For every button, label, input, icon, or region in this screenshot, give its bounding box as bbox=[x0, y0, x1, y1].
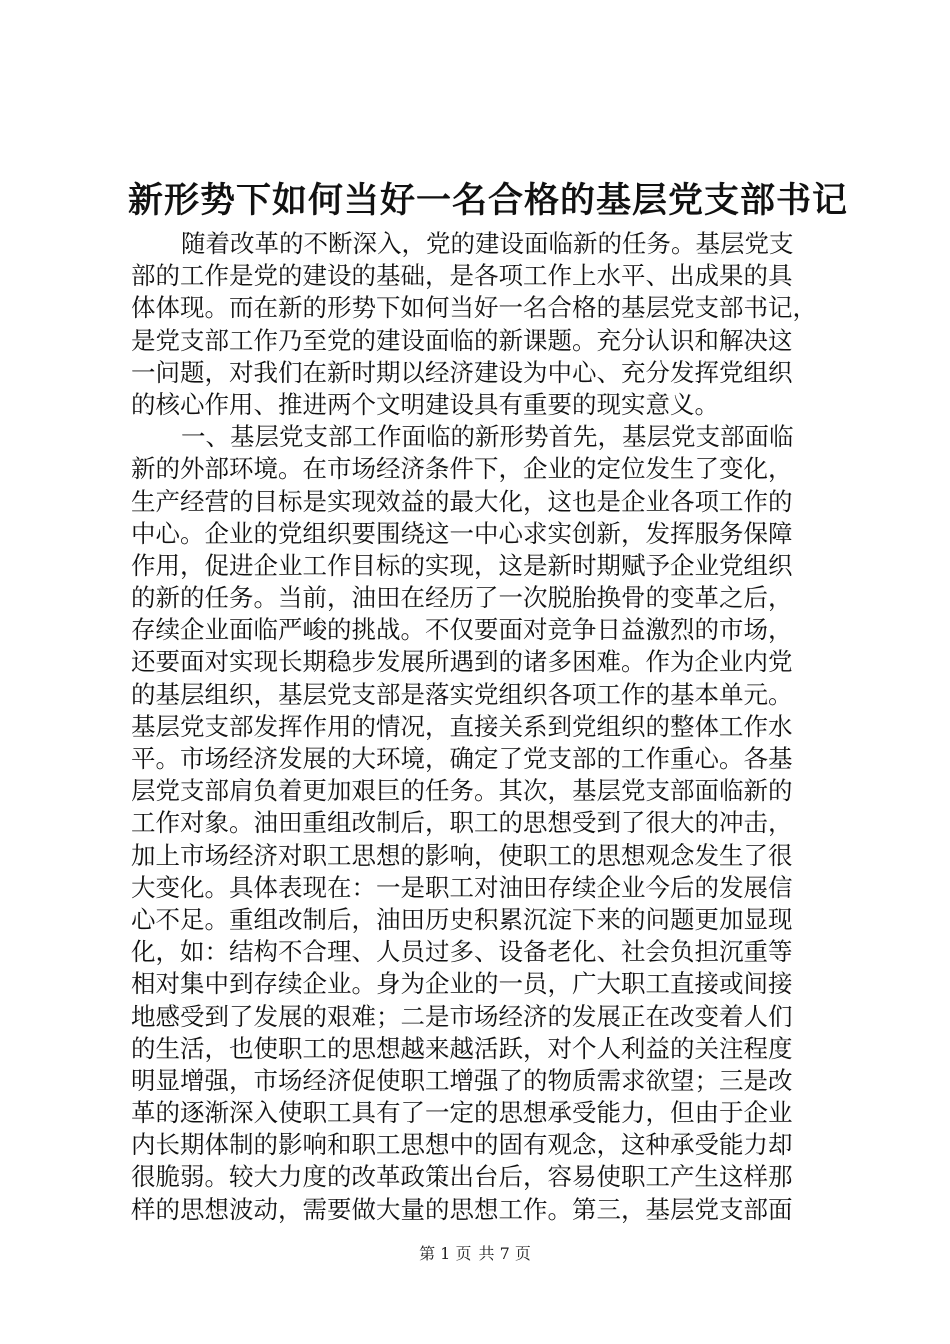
paragraph-line: 内长期体制的影响和职工思想中的固有观念，这种承受能力却 bbox=[131, 1130, 793, 1160]
paragraph-line: 很脆弱。较大力度的改革政策出台后，容易使职工产生这样那 bbox=[131, 1162, 793, 1192]
paragraph-line: 一、基层党支部工作面临的新形势首先，基层党支部面临 bbox=[181, 422, 794, 452]
paragraph-line: 基层党支部发挥作用的情况，直接关系到党组织的整体工作水 bbox=[131, 711, 793, 741]
paragraph-line: 随着改革的不断深入，党的建设面临新的任务。基层党支 bbox=[181, 229, 794, 258]
paragraph-line: 的基层组织，基层党支部是落实党组织各项工作的基本单元。 bbox=[131, 679, 793, 709]
paragraph-line: 工作对象。油田重组改制后，职工的思想受到了很大的冲击， bbox=[131, 808, 793, 838]
paragraph-line: 地感受到了发展的艰难；二是市场经济的发展正在改变着人们 bbox=[131, 1001, 793, 1031]
document-body bbox=[131, 228, 828, 1226]
paragraph-line: 体体现。而在新的形势下如何当好一名合格的基层党支部书记， bbox=[131, 293, 817, 323]
paragraph-line: 大变化。具体表现在：一是职工对油田存续企业今后的发展信 bbox=[131, 872, 793, 902]
paragraph-line: 的核心作用、推进两个文明建设具有重要的现实意义。 bbox=[131, 389, 719, 419]
paragraph-line: 加上市场经济对职工思想的影响，使职工的思想观念发生了很 bbox=[131, 840, 793, 870]
paragraph-line: 化，如：结构不合理、人员过多、设备老化、社会负担沉重等 bbox=[131, 937, 793, 967]
paragraph-line: 革的逐渐深入使职工具有了一定的思想承受能力，但由于企业 bbox=[131, 1098, 793, 1128]
paragraph-line: 心不足。重组改制后，油田历史积累沉淀下来的问题更加显现 bbox=[131, 904, 793, 934]
paragraph-line: 明显增强，市场经济促使职工增强了的物质需求欲望；三是改 bbox=[131, 1065, 793, 1095]
paragraph-line: 是党支部工作乃至党的建设面临的新课题。充分认识和解决这 bbox=[131, 325, 793, 355]
paragraph-line: 平。市场经济发展的大环境，确定了党支部的工作重心。各基 bbox=[131, 744, 793, 773]
page-footer bbox=[0, 1244, 950, 1264]
paragraph-line: 生产经营的目标是实现效益的最大化，这也是企业各项工作的 bbox=[131, 486, 793, 516]
document-title: 新形势下如何当好一名合格的基层党支部书记 bbox=[128, 180, 849, 221]
paragraph-line: 样的思想波动，需要做大量的思想工作。第三，基层党支部面 bbox=[131, 1194, 793, 1224]
paragraph-line: 中心。企业的党组织要围绕这一中心求实创新，发挥服务保障 bbox=[131, 518, 793, 548]
paragraph-line: 存续企业面临严峻的挑战。不仅要面对竞争日益激烈的市场， bbox=[131, 615, 793, 645]
paragraph-line: 的新的任务。当前，油田在经历了一次脱胎换骨的变革之后， bbox=[131, 583, 793, 613]
paragraph-line: 部的工作是党的建设的基础，是各项工作上水平、出成果的具 bbox=[131, 261, 793, 291]
paragraph-line: 相对集中到存续企业。身为企业的一员，广大职工直接或间接 bbox=[131, 969, 793, 999]
paragraph-line: 的生活，也使职工的思想越来越活跃，对个人利益的关注程度 bbox=[131, 1033, 793, 1063]
paragraph-line: 还要面对实现长期稳步发展所遇到的诸多困难。作为企业内党 bbox=[131, 647, 793, 677]
paragraph-line: 层党支部肩负着更加艰巨的任务。其次，基层党支部面临新的 bbox=[131, 776, 793, 806]
page-number: 第 1 页 bbox=[419, 1244, 472, 1263]
paragraph-line: 作用，促进企业工作目标的实现，这是新时期赋予企业党组织 bbox=[131, 550, 793, 580]
paragraph-line: 新的外部环境。在市场经济条件下，企业的定位发生了变化， bbox=[131, 454, 793, 484]
paragraph-line: 一问题，对我们在新时期以经济建设为中心、充分发挥党组织 bbox=[131, 357, 793, 387]
page-total: 共 7 页 bbox=[478, 1244, 531, 1263]
